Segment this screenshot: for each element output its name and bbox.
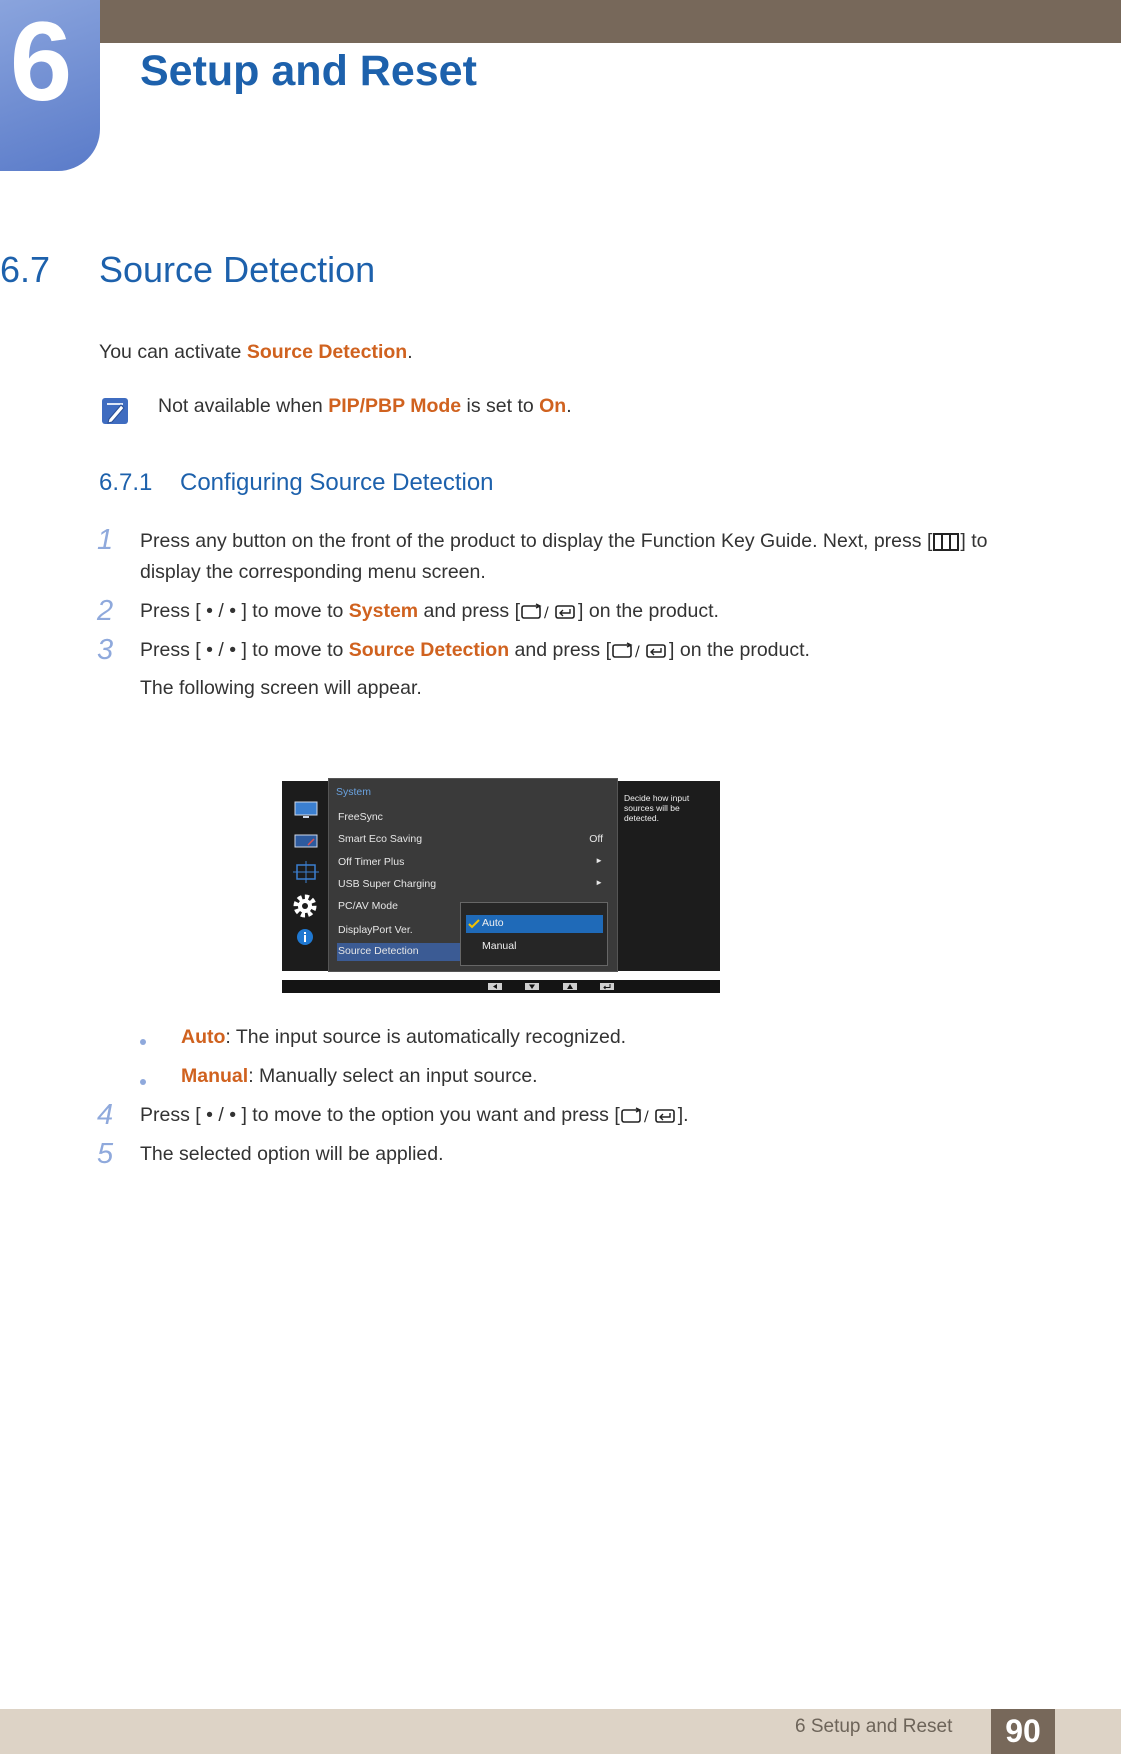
check-icon — [468, 919, 480, 929]
note-highlight-on: On — [539, 395, 567, 417]
step-3-middle2: and press [ — [509, 639, 612, 661]
osd-system-menu — [328, 778, 618, 972]
footer-chapter-label: 6 Setup and Reset — [795, 1716, 953, 1737]
step-number: 4 — [97, 1099, 114, 1131]
subsection-number: 6.7.1 — [99, 469, 153, 496]
step-3-highlight: Source Detection — [348, 639, 510, 661]
bullet-manual — [181, 1062, 538, 1091]
step-1-suffix: ] to — [960, 530, 988, 552]
osd-option-manual[interactable]: Manual — [482, 940, 517, 952]
osd-help-text: Decide how input sources will be detected. — [624, 793, 690, 824]
intro-prefix: You can activate — [99, 341, 247, 363]
down-arrow-icon — [525, 983, 539, 990]
step-3-suffix: ] on the product. — [669, 639, 810, 661]
osd-option-popup — [460, 902, 608, 966]
left-arrow-icon — [488, 983, 502, 990]
source-enter-key-icon — [620, 1106, 678, 1126]
intro-paragraph — [99, 338, 413, 367]
step-4-prefix: Press [ — [140, 1104, 207, 1126]
section-number: 6.7 — [0, 249, 51, 290]
source-enter-key-icon — [520, 602, 578, 622]
step-2-middle: ] to move to — [236, 600, 349, 622]
note-text — [158, 392, 572, 421]
osd-arrow-usb-charging: ► — [595, 878, 603, 887]
osd-item-off-timer[interactable]: Off Timer Plus — [338, 856, 405, 868]
step-2-middle2: and press [ — [418, 600, 521, 622]
bullet-auto-text: : The input source is automatically recognized. — [225, 1026, 627, 1048]
chapter-number: 6 — [9, 0, 73, 124]
note-middle: is set to — [461, 395, 540, 417]
osd-button-bar — [282, 980, 720, 993]
step-3-prefix: Press [ — [140, 639, 207, 661]
osd-icon-column — [282, 781, 328, 971]
step-4-middle: ] to move to the option you want and press [ — [236, 1104, 620, 1126]
subsection-title: Configuring Source Detection — [180, 469, 494, 496]
step-number: 2 — [97, 595, 114, 627]
osd-help-panel — [618, 781, 720, 971]
up-down-keys: • / • — [206, 1104, 237, 1126]
step-5-text: The selected option will be applied. — [140, 1143, 444, 1165]
step-number: 5 — [97, 1138, 114, 1170]
osd-item-smart-eco[interactable]: Smart Eco Saving — [338, 833, 423, 845]
svg-text:/: / — [643, 1108, 649, 1125]
section-title: Source Detection — [99, 249, 376, 290]
step-2-text — [140, 597, 719, 626]
step-3-line-2: The following screen will appear. — [140, 677, 422, 699]
osd-arrow-off-timer: ► — [595, 856, 603, 865]
bullet-manual-text: : Manually select an input source. — [248, 1065, 538, 1087]
subsection-heading — [99, 469, 494, 497]
step-2-suffix: ] on the product. — [578, 600, 719, 622]
svg-text:/: / — [544, 604, 549, 621]
osd-item-usb-charging[interactable]: USB Super Charging — [338, 878, 437, 890]
resize-icon — [293, 861, 319, 883]
step-3-text — [140, 636, 810, 665]
up-down-keys: • / • — [206, 600, 237, 622]
note-suffix: . — [566, 395, 572, 417]
intro-suffix: . — [407, 341, 413, 363]
up-arrow-icon — [563, 983, 577, 990]
step-2-highlight: System — [348, 600, 419, 622]
step-4-text — [140, 1101, 689, 1130]
up-down-keys: • / • — [206, 639, 237, 661]
chapter-title: Setup and Reset — [140, 47, 477, 95]
bullet-auto-highlight: Auto — [181, 1026, 226, 1048]
step-1-line-1 — [140, 527, 987, 556]
osd-item-source-detection[interactable]: Source Detection — [338, 945, 419, 957]
source-enter-key-icon — [611, 641, 669, 661]
gear-icon — [291, 892, 319, 920]
chapter-tab — [0, 0, 100, 171]
step-4-suffix: ]. — [677, 1104, 689, 1126]
note-pencil-icon — [99, 395, 131, 427]
page-number: 90 — [991, 1709, 1055, 1754]
step-number: 1 — [97, 524, 114, 556]
picture-icon — [294, 834, 318, 848]
top-bar — [0, 0, 1121, 43]
footer-bar — [0, 1709, 1121, 1754]
step-1-prefix: Press any button on the front of the product to display the Function Key Guide. Next, press [ — [140, 530, 933, 552]
bullet-manual-highlight: Manual — [181, 1065, 249, 1087]
svg-text:/: / — [635, 643, 640, 660]
menu-key-icon — [932, 532, 960, 552]
osd-menu-screenshot — [282, 778, 720, 993]
osd-item-pcav-mode[interactable]: PC/AV Mode — [338, 900, 398, 912]
step-3-middle: ] to move to — [236, 639, 349, 661]
step-1-line-2: display the corresponding menu screen. — [140, 561, 486, 583]
info-icon — [296, 928, 314, 946]
note-prefix: Not available when — [158, 395, 329, 417]
bullet-dot — [140, 1079, 146, 1085]
osd-item-freesync[interactable]: FreeSync — [338, 811, 383, 823]
osd-category-title: System — [336, 786, 372, 798]
bullet-dot — [140, 1039, 146, 1045]
step-2-prefix: Press [ — [140, 600, 207, 622]
osd-value-smart-eco: Off — [589, 833, 603, 845]
bullet-auto — [181, 1023, 626, 1052]
monitor-icon — [294, 801, 318, 819]
enter-icon — [600, 983, 614, 990]
intro-highlight: Source Detection — [246, 341, 408, 363]
osd-item-displayport[interactable]: DisplayPort Ver. — [338, 924, 413, 936]
note-highlight-mode: PIP/PBP Mode — [328, 395, 462, 417]
step-number: 3 — [97, 634, 114, 666]
osd-option-auto[interactable]: Auto — [482, 917, 504, 929]
